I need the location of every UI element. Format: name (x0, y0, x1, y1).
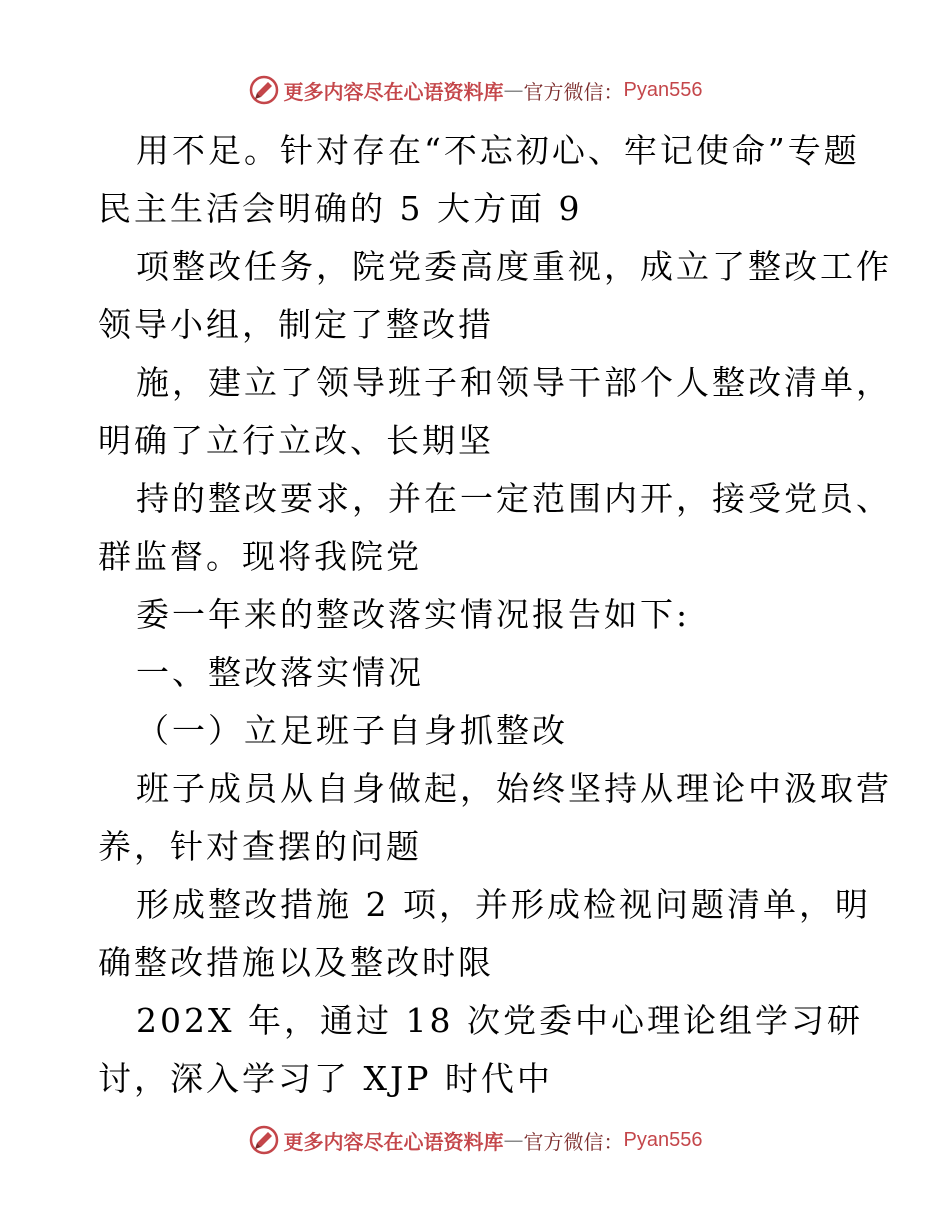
section-heading: 一、整改落实情况 (136, 653, 424, 692)
text-line: 群监督。现将我院党 (98, 537, 422, 576)
text-line: 养，针对查摆的问题 (98, 827, 422, 866)
text-line: 班子成员从自身做起，始终坚持从理论中汲取营 (136, 769, 892, 808)
text-line: 确整改措施以及整改时限 (98, 943, 494, 982)
text-line: 明确了立行立改、长期坚 (98, 421, 494, 460)
banner-dash: — (503, 78, 524, 102)
text-line: 讨，深入学习了 XJP 时代中 (98, 1059, 553, 1098)
banner-wechat-id: Pyan556 (623, 78, 703, 101)
text-line: 202X 年，通过 18 次党委中心理论组学习研 (136, 1001, 863, 1040)
text-line: 领导小组，制定了整改措 (98, 305, 494, 344)
banner-site-name: 更多内容尽在心语资料库 (283, 1129, 504, 1154)
subsection-heading: （一）立足班子自身抓整改 (136, 711, 568, 750)
logo-icon (248, 74, 280, 106)
text-line: 用不足。针对存在“不忘初心、牢记使命”专题 (136, 131, 860, 170)
banner-wechat-label: 官方微信： (523, 79, 624, 104)
text-line: 持的整改要求，并在一定范围内开，接受党员、 (136, 479, 892, 518)
text-line: 项整改任务，院党委高度重视，成立了整改工作 (136, 247, 892, 286)
header-banner (0, 70, 950, 110)
logo-icon (248, 1124, 280, 1156)
text-line: 民主生活会明确的 5 大方面 9 (98, 189, 583, 228)
banner-site-name: 更多内容尽在心语资料库 (283, 79, 504, 104)
text-line: 委一年来的整改落实情况报告如下: (136, 595, 691, 634)
banner-dash: — (503, 1128, 524, 1152)
footer-banner (0, 1120, 950, 1160)
document-body (98, 122, 892, 1108)
text-line: 形成整改措施 2 项，并形成检视问题清单，明 (136, 885, 871, 924)
text-line: 施，建立了领导班子和领导干部个人整改清单， (136, 363, 892, 402)
banner-wechat-id: Pyan556 (623, 1128, 703, 1151)
banner-wechat-label: 官方微信： (523, 1129, 624, 1154)
